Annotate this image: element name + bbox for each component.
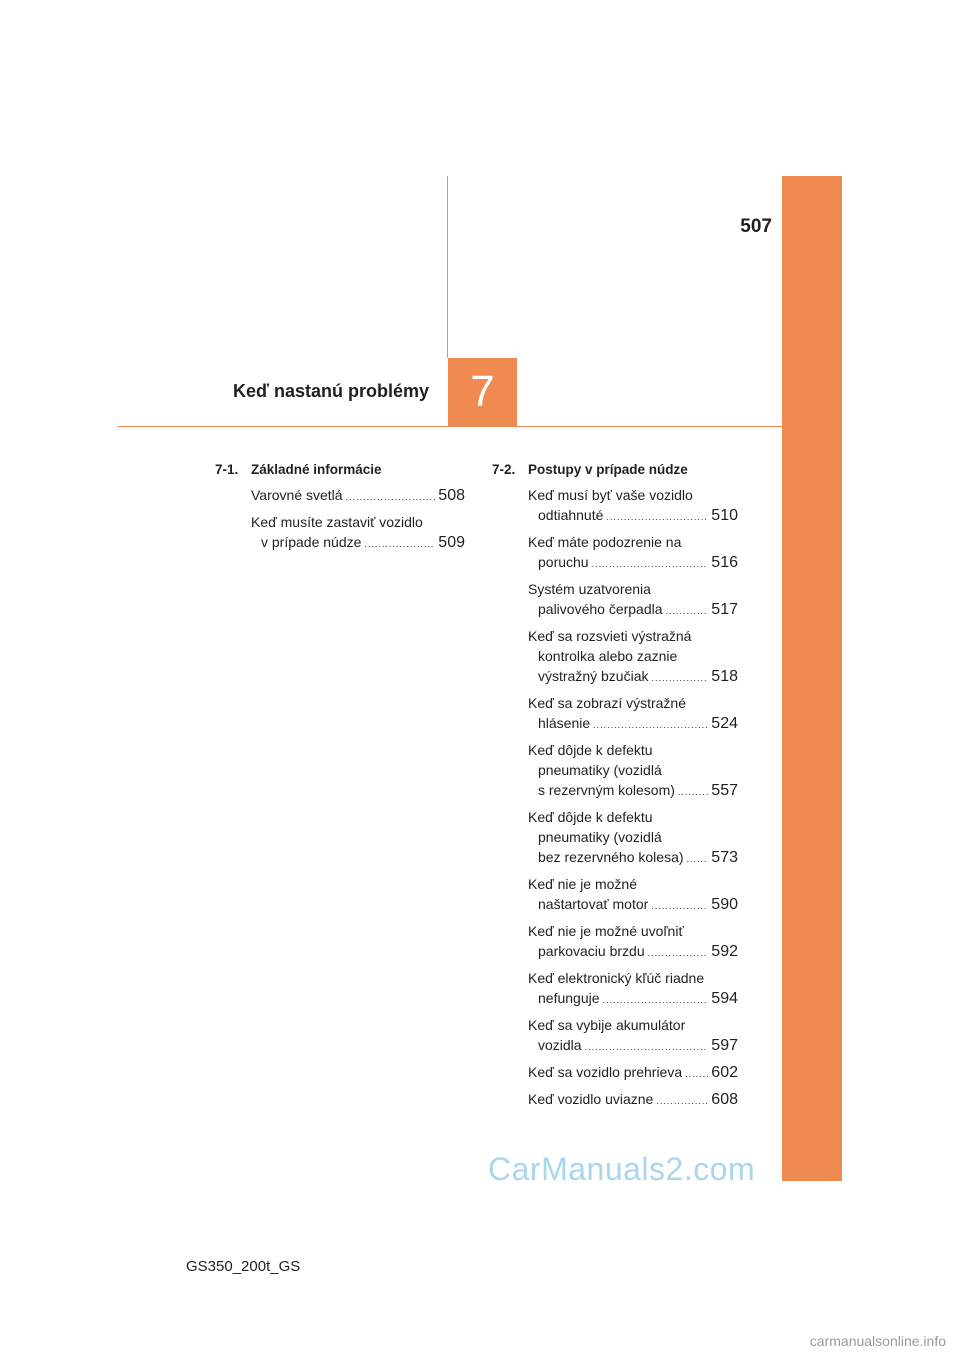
toc-page-number: 517 xyxy=(711,601,738,618)
toc-page-number: 509 xyxy=(438,534,465,551)
footer-model-code: GS350_200t_GS xyxy=(186,1258,301,1275)
section-heading xyxy=(492,460,738,480)
toc-entry-last-line xyxy=(528,599,738,621)
toc-entry-line: Keď nie je možné xyxy=(528,876,637,892)
dot-leader xyxy=(585,1037,709,1057)
toc-entry-line: Keď musí byť vaše vozidlo xyxy=(528,487,693,503)
toc-entry-line: pneumatiky (vozidlá xyxy=(538,829,662,845)
toc-entry[interactable] xyxy=(528,1089,738,1111)
toc-entry[interactable] xyxy=(528,693,738,735)
chapter-number-badge: 7 xyxy=(448,358,517,426)
dot-leader xyxy=(593,715,708,735)
toc-entry-text: Keď sa vozidlo prehrieva xyxy=(528,1064,683,1080)
dot-leader xyxy=(603,990,709,1010)
dot-leader xyxy=(364,534,435,554)
dot-leader xyxy=(685,1064,708,1084)
watermark-logo: CarManuals2.com xyxy=(488,1151,756,1187)
toc-entry-text: odtiahnuté xyxy=(538,507,604,523)
toc-entry[interactable] xyxy=(528,485,738,527)
toc-page-number: 524 xyxy=(711,715,738,732)
toc-entry-text: s rezervným kolesom) xyxy=(538,782,675,798)
toc-entry-line: Keď elektronický kľúč riadne xyxy=(528,970,705,986)
toc-entry[interactable] xyxy=(251,512,465,554)
dot-leader xyxy=(687,849,709,869)
toc-entry-last-line xyxy=(528,505,738,527)
toc-entry-last-line xyxy=(528,552,738,574)
toc-page-number: 510 xyxy=(711,507,738,524)
section-title: Postupy v prípade núdze xyxy=(528,462,688,477)
toc-entry[interactable] xyxy=(528,921,738,963)
toc-entry-last-line xyxy=(528,666,738,688)
toc-entry[interactable] xyxy=(528,1062,738,1084)
toc-page-number: 573 xyxy=(711,849,738,866)
toc-entry-text: naštartovať motor xyxy=(538,896,649,912)
toc-page-number: 508 xyxy=(438,487,465,504)
page-number: 507 xyxy=(740,216,772,237)
toc-entry-line: Keď sa zobrazí výstražné xyxy=(528,695,687,711)
toc-entry-line: Keď sa vybije akumulátor xyxy=(528,1017,686,1033)
toc-page-number: 608 xyxy=(711,1091,738,1108)
toc-entry-last-line xyxy=(528,713,738,735)
section-title: Základné informácie xyxy=(251,462,382,477)
toc-entry-last-line xyxy=(528,1035,738,1057)
toc-entry[interactable] xyxy=(528,532,738,574)
toc-section-7-2 xyxy=(492,460,738,1116)
toc-entry-last-line xyxy=(528,988,738,1010)
toc-entry-line: Keď nie je možné uvoľniť xyxy=(528,923,684,939)
toc-entry-last-line xyxy=(528,894,738,916)
toc-page-number: 597 xyxy=(711,1037,738,1054)
section-number: 7-2. xyxy=(492,462,516,477)
toc-entry-last-line xyxy=(251,485,465,507)
toc-page-number: 516 xyxy=(711,554,738,571)
toc-entry-line: pneumatiky (vozidlá xyxy=(538,762,662,778)
dot-leader xyxy=(651,668,708,688)
toc-entry-last-line xyxy=(528,1062,738,1084)
toc-entry-text: výstražný bzučiak xyxy=(538,668,649,684)
toc-entry-text: Varovné svetlá xyxy=(251,487,343,503)
toc-entry-line: Keď dôjde k defektu xyxy=(528,742,653,758)
toc-entry[interactable] xyxy=(528,626,738,688)
toc-entry-last-line xyxy=(528,1089,738,1111)
toc-entry-last-line xyxy=(528,941,738,963)
toc-page-number: 592 xyxy=(711,943,738,960)
toc-entry-last-line xyxy=(528,780,738,802)
toc-entry-text: parkovaciu brzdu xyxy=(538,943,645,959)
dot-leader xyxy=(592,554,709,574)
toc-entry-text: bez rezervného kolesa) xyxy=(538,849,684,865)
toc-entry[interactable] xyxy=(251,485,465,507)
toc-entry[interactable] xyxy=(528,968,738,1010)
toc-entry[interactable] xyxy=(528,874,738,916)
toc-page-number: 557 xyxy=(711,782,738,799)
toc-page-number: 602 xyxy=(711,1064,738,1081)
header-horizontal-rule xyxy=(118,426,782,427)
toc-entry[interactable] xyxy=(528,807,738,869)
dot-leader xyxy=(346,487,436,507)
toc-page-number: 518 xyxy=(711,668,738,685)
chapter-title: Keď nastanú problémy xyxy=(233,381,429,401)
toc-entry[interactable] xyxy=(528,1015,738,1057)
toc-entry-text: v prípade núdze xyxy=(261,534,362,550)
dot-leader xyxy=(651,896,708,916)
dot-leader xyxy=(666,601,709,621)
toc-entry-text: Keď vozidlo uviazne xyxy=(528,1091,654,1107)
dot-leader xyxy=(648,943,709,963)
dot-leader xyxy=(656,1091,708,1111)
toc-entry-line: Systém uzatvorenia xyxy=(528,581,651,597)
toc-page-number: 590 xyxy=(711,896,738,913)
header-vertical-rule xyxy=(447,176,448,358)
toc-entry-line: Keď musíte zastaviť vozidlo xyxy=(251,514,423,530)
toc-entry-last-line xyxy=(528,847,738,869)
toc-entry-line: Keď sa rozsvieti výstražná xyxy=(528,628,692,644)
toc-entry-text: vozidla xyxy=(538,1037,582,1053)
toc-entry-text: palivového čerpadla xyxy=(538,601,663,617)
toc-section-7-1 xyxy=(215,460,465,559)
dot-leader xyxy=(606,507,708,527)
toc-entry[interactable] xyxy=(528,740,738,802)
toc-page-number: 594 xyxy=(711,990,738,1007)
toc-entry-text: nefunguje xyxy=(538,990,600,1006)
toc-entry[interactable] xyxy=(528,579,738,621)
dot-leader xyxy=(678,782,708,802)
toc-entry-text: hlásenie xyxy=(538,715,591,731)
toc-entry-line: kontrolka alebo zaznie xyxy=(538,648,678,664)
toc-entry-line: Keď dôjde k defektu xyxy=(528,809,653,825)
chapter-side-tab xyxy=(782,176,842,1181)
site-watermark: carmanualsonline.info xyxy=(809,1333,946,1349)
toc-entry-text: poruchu xyxy=(538,554,589,570)
section-heading xyxy=(215,460,465,480)
toc-entry-line: Keď máte podozrenie na xyxy=(528,534,682,550)
section-number: 7-1. xyxy=(215,462,239,477)
toc-entry-last-line xyxy=(251,532,465,554)
